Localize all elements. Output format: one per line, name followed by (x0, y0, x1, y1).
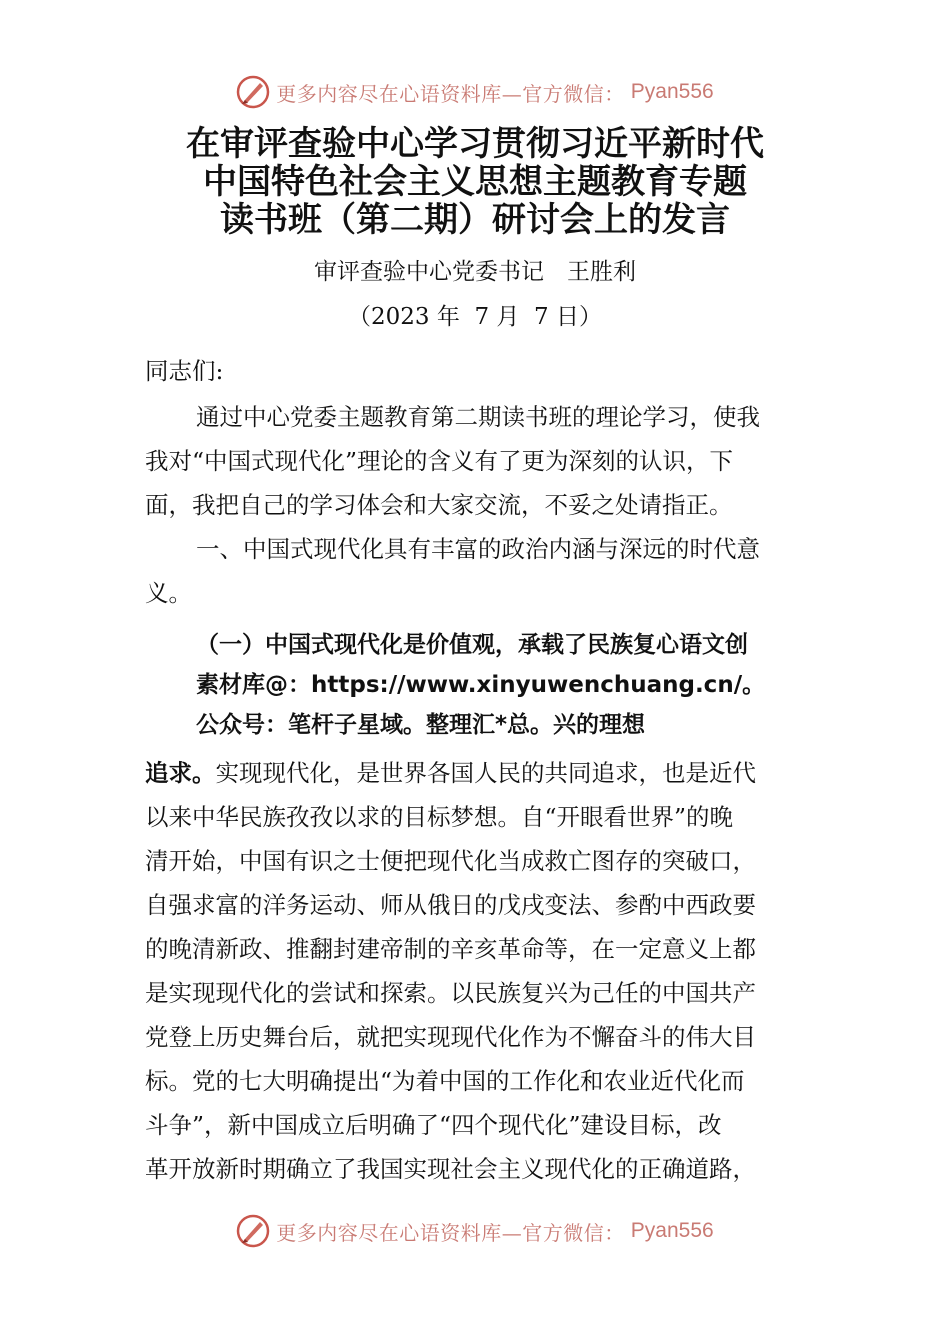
paragraph-line (145, 754, 756, 788)
salutation: 同志们: (145, 357, 224, 385)
subheading-line: 公众号：笔杆子星域。整理汇*总。兴的理想 (196, 712, 646, 738)
paragraph-line: 党登上历史舞台后，就把实现现代化作为不懈奋斗的伟大目 (145, 1023, 756, 1051)
title-line: 在审评查验中心学习贯彻习近平新时代 (186, 124, 764, 164)
watermark-id: Pyan556 (630, 1219, 714, 1242)
section-heading: 一、中国式现代化具有丰富的政治内涵与深远的时代意 (196, 535, 760, 563)
watermark-text: 更多内容尽在心语资料库—官方微信： (276, 81, 625, 106)
title-line: 读书班（第二期）研讨会上的发言 (220, 200, 730, 240)
date-line: （2023 年 7 月 7 日） (348, 304, 602, 330)
paragraph-line: 标。党的七大明确提出“为着中国的工作化和农业近代化而 (145, 1067, 745, 1095)
subheading-line: （一）中国式现代化是价值观，承载了民族复心语文创 (196, 632, 748, 658)
paragraph-line: 以来中华民族孜孜以求的目标梦想。自“开眼看世界”的晚 (145, 803, 734, 831)
quill-logo-icon (236, 75, 270, 109)
paragraph-line: 是实现现代化的尝试和探索。以民族复兴为己任的中国共产 (145, 979, 756, 1007)
watermark-header (0, 72, 950, 112)
title-line: 中国特色社会主义思想主题教育专题 (203, 162, 747, 202)
quill-logo-icon (236, 1214, 270, 1248)
paragraph-line: 斗争”，新中国成立后明确了“四个现代化”建设目标，改 (145, 1111, 722, 1139)
document-title (0, 125, 950, 239)
lead-rest: 实现现代化，是世界各国人民的共同追求，也是近代 (215, 759, 756, 787)
watermark-id: Pyan556 (630, 80, 714, 103)
paragraph-line: 我对“中国式现代化”理论的含义有了更为深刻的认识，下 (145, 447, 734, 475)
subheading-line: 素材库@：https://www.xinyuwenchuang.cn/。 (196, 672, 766, 698)
paragraph-line: 的晚清新政、推翻封建帝制的辛亥革命等，在一定意义上都 (145, 935, 756, 963)
paragraph-line: 清开始，中国有识之士便把现代化当成救亡图存的突破口， (145, 847, 756, 875)
section-heading: 义。 (145, 579, 192, 607)
author-line: 审评查验中心党委书记 王胜利 (314, 259, 636, 285)
paragraph-line: 革开放新时期确立了我国实现社会主义现代化的正确道路， (145, 1155, 756, 1183)
lead-bold: 追求。 (145, 759, 216, 787)
watermark-text: 更多内容尽在心语资料库—官方微信： (276, 1220, 625, 1245)
paragraph-line: 通过中心党委主题教育第二期读书班的理论学习，使我 (196, 403, 760, 431)
paragraph-line: 面，我把自己的学习体会和大家交流，不妥之处请指正。 (145, 491, 733, 519)
watermark-footer (0, 1211, 950, 1251)
paragraph-line: 自强求富的洋务运动、师从俄日的戊戌变法、参酌中西政要 (145, 891, 756, 919)
